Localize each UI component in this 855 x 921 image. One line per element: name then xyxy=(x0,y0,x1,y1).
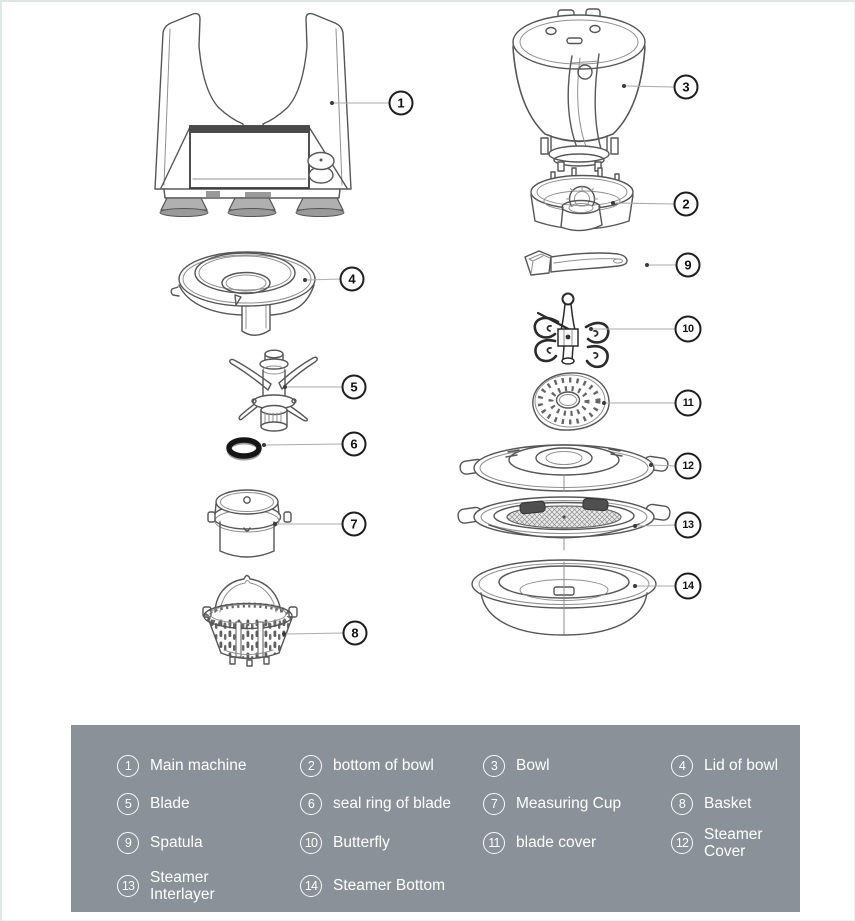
part-seal-ring xyxy=(229,440,260,459)
part-blade xyxy=(230,350,317,431)
legend-item-seal-ring-of-blade xyxy=(300,793,483,815)
legend-item-steamer-cover xyxy=(671,826,792,861)
part-steamer-cover xyxy=(459,445,668,491)
legend-number-badge: 2 xyxy=(300,755,322,777)
legend-item-steamer-bottom xyxy=(300,875,483,897)
svg-text:14: 14 xyxy=(682,580,694,592)
legend-number-badge: 5 xyxy=(117,793,139,815)
legend-item-label: seal ring of blade xyxy=(333,795,452,813)
legend-item-label: Butterfly xyxy=(333,834,390,852)
svg-text:3: 3 xyxy=(682,79,690,95)
svg-text:9: 9 xyxy=(684,257,692,273)
legend-number-badge: 12 xyxy=(671,832,693,854)
legend-number-badge: 11 xyxy=(483,832,505,854)
svg-text:7: 7 xyxy=(350,516,358,532)
legend-item-steamer-interlayer xyxy=(117,869,300,904)
svg-text:4: 4 xyxy=(348,271,356,287)
svg-text:6: 6 xyxy=(350,436,358,452)
legend-item-measuring-cup xyxy=(483,793,671,815)
legend-item-label: Steamer Interlayer xyxy=(150,868,215,903)
legend-number-badge: 3 xyxy=(483,755,505,777)
part-basket xyxy=(203,576,297,667)
legend-item-label: Bowl xyxy=(516,757,550,775)
legend-number-badge: 9 xyxy=(117,832,139,854)
legend-item-label: Measuring Cup xyxy=(516,795,622,813)
exploded-parts-diagram xyxy=(2,2,853,723)
callout-6 xyxy=(262,433,366,456)
part-lid-of-bowl xyxy=(171,252,315,335)
legend-item-bowl xyxy=(483,755,671,777)
part-bowl xyxy=(513,9,645,171)
svg-text:8: 8 xyxy=(351,625,359,641)
part-butterfly xyxy=(535,294,608,367)
legend-item-bottom-of-bowl xyxy=(300,755,483,777)
callout-8 xyxy=(282,622,367,645)
legend-item-spatula xyxy=(117,832,300,854)
part-steamer-interlayer xyxy=(457,497,670,550)
legend-number-badge: 14 xyxy=(300,875,322,897)
legend-item-label: Main machine xyxy=(150,757,247,775)
legend-number-badge: 7 xyxy=(483,793,505,815)
legend-number-badge: 4 xyxy=(671,755,693,777)
legend-item-label: Blade xyxy=(150,795,190,813)
legend-item-label: Basket xyxy=(704,795,752,813)
legend-number-badge: 13 xyxy=(117,875,139,897)
legend-item-basket xyxy=(671,793,792,815)
svg-text:11: 11 xyxy=(682,397,694,409)
legend-item-label: Spatula xyxy=(150,834,203,852)
svg-text:12: 12 xyxy=(682,460,694,472)
legend-number-badge: 1 xyxy=(117,755,139,777)
legend-item-main-machine xyxy=(117,755,300,777)
legend-item-lid-of-bowl xyxy=(671,755,792,777)
svg-text:1: 1 xyxy=(397,95,405,111)
part-spatula xyxy=(525,251,627,275)
svg-text:2: 2 xyxy=(682,196,690,212)
legend-item-blade-cover xyxy=(483,832,671,854)
parts-legend xyxy=(71,725,800,912)
part-bottom-of-bowl xyxy=(531,168,633,231)
legend-number-badge: 6 xyxy=(300,793,322,815)
part-steamer-bottom xyxy=(472,560,656,635)
legend-item-label: Steamer Bottom xyxy=(333,877,445,895)
legend-number-badge: 8 xyxy=(671,793,693,815)
part-blade-cover xyxy=(533,373,609,430)
legend-item-label: Lid of bowl xyxy=(704,757,779,775)
svg-text:10: 10 xyxy=(682,323,694,335)
callout-9 xyxy=(645,254,700,277)
svg-text:5: 5 xyxy=(350,379,358,395)
part-main-machine xyxy=(155,14,351,217)
legend-item-label: Steamer Cover xyxy=(704,825,763,860)
legend-number-badge: 10 xyxy=(300,832,322,854)
legend-item-butterfly xyxy=(300,832,483,854)
svg-text:13: 13 xyxy=(682,519,694,531)
legend-item-label: blade cover xyxy=(516,834,597,852)
legend-item-label: bottom of bowl xyxy=(333,757,434,775)
callout-5 xyxy=(283,376,366,399)
legend-item-blade xyxy=(117,793,300,815)
callout-11 xyxy=(602,391,701,416)
